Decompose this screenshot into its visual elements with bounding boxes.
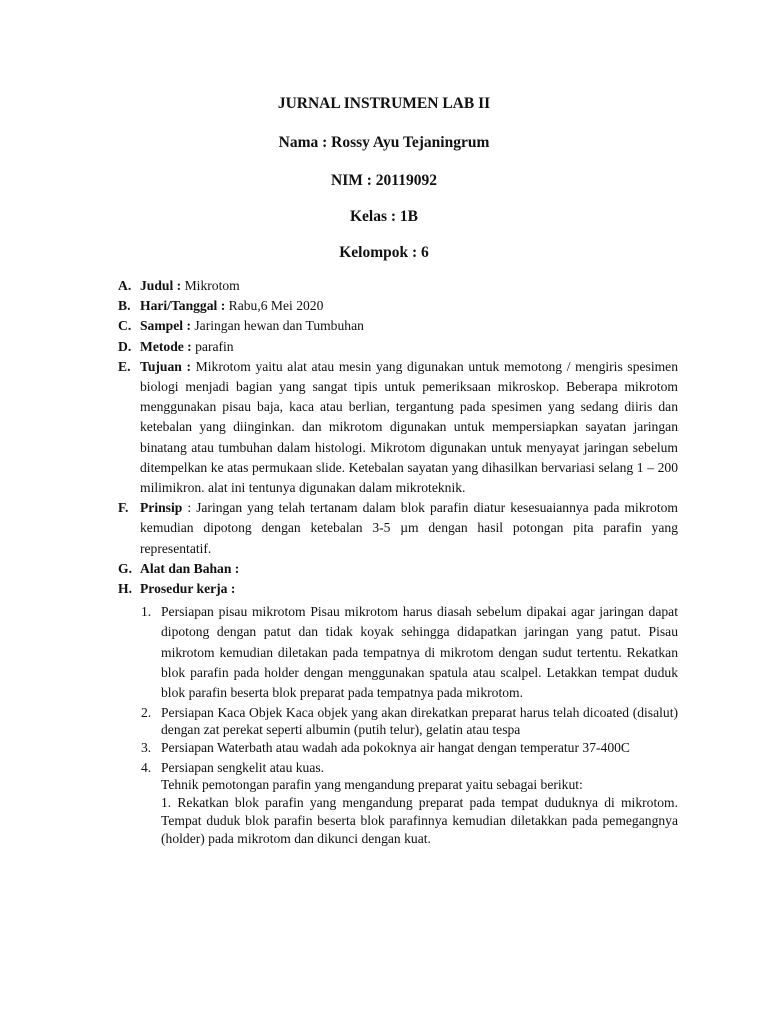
step-number: 3.: [141, 740, 152, 756]
list-item-alat-bahan: [118, 559, 678, 579]
list-item-metode: [118, 337, 678, 357]
list-value: Mikrotom: [181, 278, 240, 293]
list-marker: G.: [118, 560, 132, 576]
step-text: Persiapan sengkelit atau kuas.: [161, 759, 325, 775]
list-value: parafin: [191, 338, 234, 354]
step-number: 1.: [141, 604, 152, 620]
step-text: Persiapan Kaca Objek Kaca objek yang akan direkatkan preparat harus telah dicoated (disalut) dengan zat perekat seperti albumin (putih telur), gelatin atau tespa: [161, 705, 678, 737]
list-marker: F.: [118, 500, 129, 516]
class-line: Kelas : 1B: [349, 208, 419, 225]
list-value: : Jaringan yang telah tertanam dalam blok parafin diatur kesesuaiannya pada mikrotom kemudian dipotong dengan ketebalan 3-5 µm dengan hasil potongan pita parafin yang representatif.: [140, 500, 678, 556]
list-value: Jaringan hewan dan Tumbuhan: [190, 318, 364, 334]
procedure-step: [121, 602, 678, 703]
procedure-step: [121, 705, 678, 738]
list-marker: E.: [118, 358, 131, 374]
list-label: Tujuan :: [140, 358, 192, 374]
list-label: Hari/Tanggal :: [140, 298, 226, 314]
list-label: Sampel :: [140, 318, 191, 334]
list-marker: A.: [118, 278, 132, 293]
list-label: Prosedur kerja :: [140, 581, 236, 597]
list-marker: B.: [118, 298, 131, 314]
step-text: Persiapan Waterbath atau wadah ada pokoknya air hangat dengan temperatur 37-400C: [161, 740, 630, 756]
step-text: Persiapan pisau mikrotom Pisau mikrotom harus diasah sebelum dipakai agar jaringan dapat dipotong dengan patut dan tidak koyak sehingga didapatkan jaringan yang patut. Pisau mikrotom kemudian diletakan pada tempatnya di mikrotom dengan sudut tertentu. Rekatkan blok parafin pada holder dengan menggunakan spatula atau scalpel. Letakkan tempat duduk blok parafin beserta blok preparat pada tempatnya pada mikrotom.: [161, 604, 678, 701]
list-item-judul: [118, 276, 678, 296]
name-line: Nama : Rossy Ayu Tejaningrum: [278, 134, 490, 151]
list-marker: D.: [118, 338, 132, 354]
list-label: Metode :: [140, 338, 192, 354]
list-value: Rabu,6 Mei 2020: [225, 298, 324, 314]
list-value: Mikrotom yaitu alat atau mesin yang digunakan untuk memotong / mengiris spesimen biologi menjadi bagian yang sangat tipis untuk pemeriksaan mikroskop. Beberapa mikrotom menggunakan pisau baja, kaca atau berlian, tergantung pada spesimen yang sedang diiris dan ketebalan yang diinginkan. dan mikrotom digunakan untuk mempersiapkan sayatan jaringan binatang atau tumbuhan dalam histologi. Mikrotom digunakan untuk menyayat jaringan sebelum ditempelkan ke atas permukaan slide. Ketebalan sayatan yang dihasilkan bervariasi selang 1 – 200 milimikron. alat ini tentunya digunakan dalam mikroteknik.: [140, 358, 678, 496]
procedure-step: [121, 759, 678, 848]
journal-list: [118, 276, 678, 848]
step-detail: 1. Rekatkan blok parafin yang mengandung preparat pada tempat duduknya di mikrotom. Tempat duduk blok parafin beserta blok parafinnya kemudian diletakkan pada pemegangnya (holder) pada mikrotom dan dikunci dengan kuat.: [161, 794, 678, 846]
list-item-prosedur: [118, 579, 678, 599]
list-label: Prinsip: [140, 500, 183, 516]
step-number: 2.: [141, 705, 152, 721]
list-marker: H.: [118, 581, 132, 597]
step-intro: Tehnik pemotongan parafin yang mengandung preparat yaitu sebagai berikut:: [161, 777, 583, 793]
list-item-tujuan: [118, 357, 678, 498]
list-item-sampel: [118, 316, 678, 336]
list-marker: C.: [118, 318, 132, 334]
procedure-step: [121, 740, 678, 757]
step-number: 4.: [141, 759, 152, 775]
group-line: Kelompok : 6: [339, 244, 429, 261]
list-label: Judul :: [140, 278, 182, 293]
list-item-prinsip: [118, 498, 678, 559]
list-item-hari-tanggal: [118, 296, 678, 316]
document-title: JURNAL INSTRUMEN LAB II: [277, 95, 491, 112]
list-label: Alat dan Bahan :: [140, 560, 240, 576]
nim-line: NIM : 20119092: [331, 172, 437, 189]
